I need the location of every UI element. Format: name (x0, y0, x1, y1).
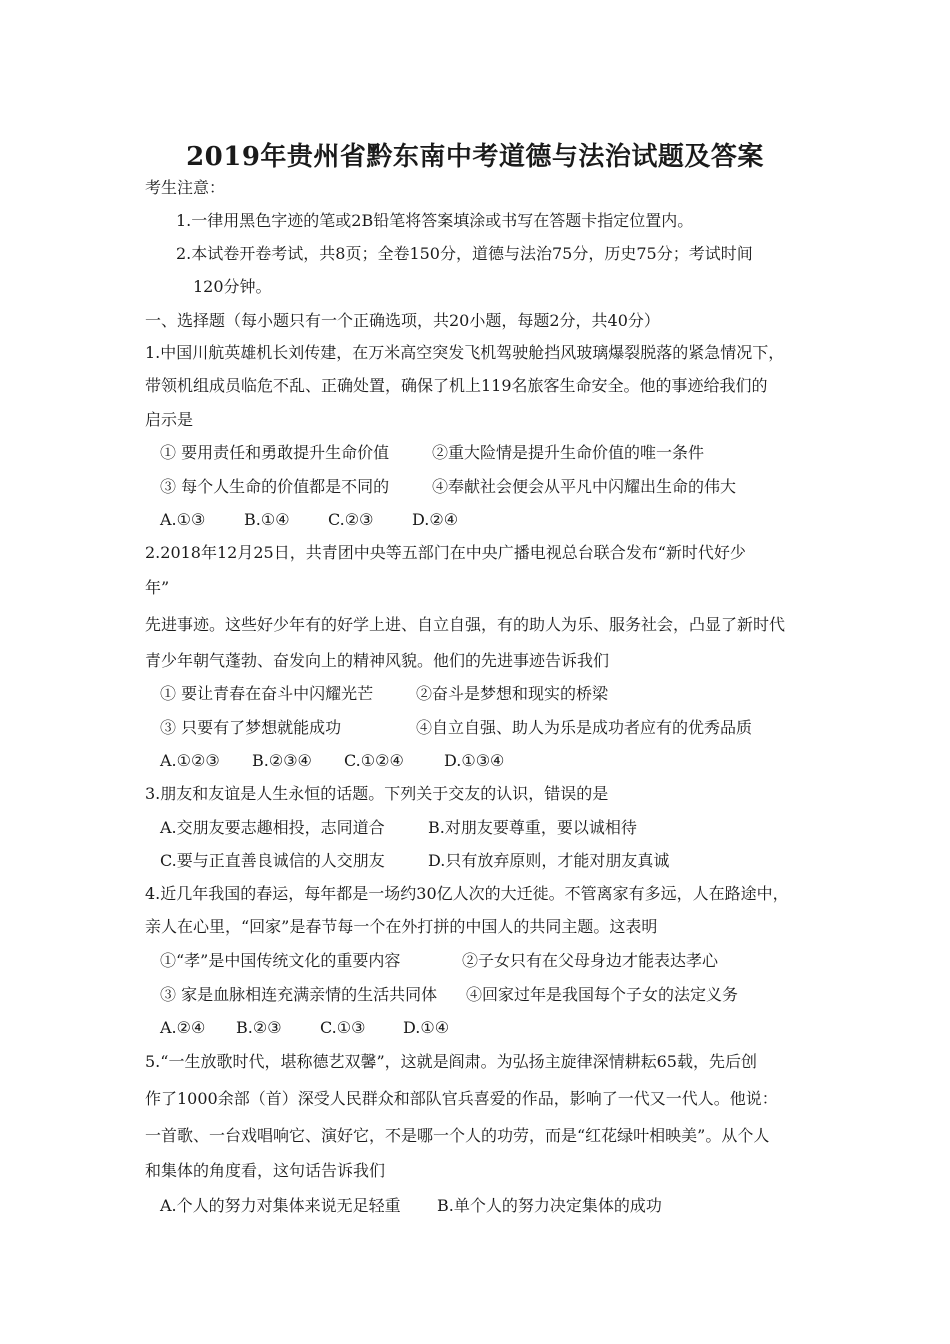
q5-stem-line: 作了1000余部（首）深受人民群众和部队官兵喜爱的作品，影响了一代又一代人。他说： (145, 1089, 778, 1108)
q1-item-3: ③ 每个人生命的价值都是不同的 (160, 477, 390, 496)
q2-stem-line: 2.2018年12月25日，共青团中央等五部门在中央广播电视总台联合发布“新时代好少 (145, 543, 746, 562)
q1-choice-d: D.②④ (412, 510, 459, 529)
q5-choice-a: A.个人的努力对集体来说无足轻重 (160, 1196, 401, 1215)
notice-item-2-cont: 120分钟。 (193, 277, 272, 296)
q5-stem-line: 和集体的角度看，这句话告诉我们 (145, 1161, 386, 1180)
q4-choice-d: D.①④ (403, 1018, 450, 1037)
q1-stem-line: 1.中国川航英雄机长刘传建，在万米高空突发飞机驾驶舱挡风玻璃爆裂脱落的紧急情况下， (145, 343, 785, 362)
q2-item-3: ③ 只要有了梦想就能成功 (160, 718, 342, 737)
document-title: 2019年贵州省黔东南中考道德与法治试题及答案 (186, 142, 764, 172)
q2-choice-a: A.①②③ (160, 751, 220, 770)
q5-stem-line: 一首歌、一台戏唱响它、演好它，不是哪一个人的功劳，而是“红花绿叶相映美”。从个人 (145, 1126, 770, 1145)
q2-choice-d: D.①③④ (444, 751, 505, 770)
q4-choice-b: B.②③ (236, 1018, 282, 1037)
q1-choice-a: A.①③ (160, 510, 206, 529)
q2-stem-line: 青少年朝气蓬勃、奋发向上的精神风貌。他们的先进事迹告诉我们 (145, 651, 610, 670)
section-heading: 一、选择题（每小题只有一个正确选项，共20小题，每题2分，共40分） (145, 311, 660, 330)
q5-choice-b: B.单个人的努力决定集体的成功 (437, 1196, 662, 1215)
notice-item-2: 2.本试卷开卷考试，共8页；全卷150分，道德与法治75分，历史75分；考试时间 (176, 244, 753, 263)
q4-choice-c: C.①③ (320, 1018, 366, 1037)
q1-stem-line: 启示是 (145, 410, 194, 429)
q4-item-4: ④回家过年是我国每个子女的法定义务 (466, 985, 739, 1004)
q1-choice-c: C.②③ (328, 510, 374, 529)
q3-choice-b: B.对朋友要尊重，要以诚相待 (428, 818, 637, 837)
q3-choice-d: D.只有放弃原则，才能对朋友真诚 (428, 851, 670, 870)
q1-item-4: ④奉献社会便会从平凡中闪耀出生命的伟大 (432, 477, 737, 496)
q3-stem-line: 3.朋友和友谊是人生永恒的话题。下列关于交友的认识，错误的是 (145, 784, 609, 803)
q2-item-1: ① 要让青春在奋斗中闪耀光芒 (160, 684, 374, 703)
q2-choice-b: B.②③④ (252, 751, 312, 770)
q1-stem-line: 带领机组成员临危不乱、正确处置，确保了机上119名旅客生命安全。他的事迹给我们的 (145, 376, 768, 395)
notice-heading: 考生注意： (145, 178, 226, 197)
q3-choice-a: A.交朋友要志趣相投，志同道合 (160, 818, 385, 837)
q4-stem-line: 亲人在心里，“回家”是春节每一个在外打拼的中国人的共同主题。这表明 (145, 917, 658, 936)
q4-item-2: ②子女只有在父母身边才能表达孝心 (462, 951, 719, 970)
q4-item-1: ①“孝”是中国传统文化的重要内容 (160, 951, 401, 970)
q2-choice-c: C.①②④ (344, 751, 404, 770)
q4-choice-a: A.②④ (160, 1018, 206, 1037)
q1-choice-b: B.①④ (244, 510, 290, 529)
q4-stem-line: 4.近几年我国的春运，每年都是一场约30亿人次的大迁徙。不管离家有多远，人在路途中， (145, 884, 789, 903)
q2-stem-line: 先进事迹。这些好少年有的好学上进、自立自强，有的助人为乐、服务社会，凸显了新时代 (145, 615, 786, 634)
q4-item-3: ③ 家是血脉相连充满亲情的生活共同体 (160, 985, 438, 1004)
q2-item-2: ②奋斗是梦想和现实的桥梁 (416, 684, 609, 703)
q2-item-4: ④自立自强、助人为乐是成功者应有的优秀品质 (416, 718, 753, 737)
q5-stem-line: 5.“一生放歌时代，堪称德艺双馨”，这就是阎肃。为弘扬主旋律深情耕耘65载，先后创 (145, 1052, 757, 1071)
q1-item-2: ②重大险情是提升生命价值的唯一条件 (432, 443, 705, 462)
q2-stem-line: 年” (145, 578, 170, 597)
notice-item-1: 1.一律用黑色字迹的笔或2B铅笔将答案填涂或书写在答题卡指定位置内。 (176, 211, 694, 230)
q3-choice-c: C.要与正直善良诚信的人交朋友 (160, 851, 385, 870)
q1-item-1: ① 要用责任和勇敢提升生命价值 (160, 443, 390, 462)
